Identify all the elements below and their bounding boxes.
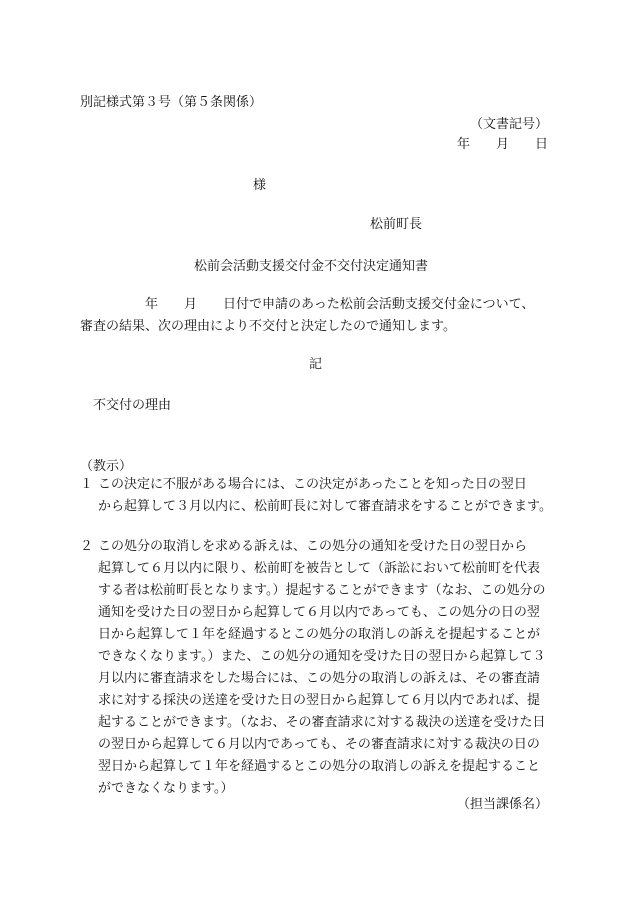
- item-line: する者は松前町長となります。）提起することができます（なお、この処分の: [98, 583, 546, 598]
- item-line: 月以内に審査請求をした場合には、この処分の取消しの訴えは、その審査請: [98, 671, 541, 686]
- doc-number: （文書記号）: [469, 117, 548, 132]
- intro-line: 年 月 日付で申請のあった松前会活動支援交付金について、: [80, 297, 535, 312]
- item-line: この決定に不服がある場合には、この決定があったことを知った日の翌日: [98, 477, 527, 492]
- item-line: から起算して３月以内に、松前町長に対して審査請求をすることができます。: [98, 499, 552, 514]
- item-number: ２: [80, 539, 94, 554]
- addressee-suffix: 様: [253, 178, 267, 193]
- instruction-item-2: [80, 536, 552, 800]
- item-line: 日から起算して１年を経過するとこの処分の取消しの訴えを提起することが: [98, 627, 541, 642]
- instruction-heading: （教示）: [80, 459, 133, 474]
- intro-line: 審査の結果、次の理由により不交付と決定したので通知します。: [80, 319, 456, 334]
- intro-paragraph: [80, 294, 552, 338]
- date-line: 年 月 日: [456, 137, 548, 152]
- sender-name: 松前町長: [370, 217, 423, 232]
- item-line: の翌日から起算して６月以内であっても、その審査請求に対する裁決の日の: [98, 737, 540, 752]
- item-line: できなくなります。）また、この処分の通知を受けた日の翌日から起算して３: [98, 649, 546, 664]
- document-title: 松前会活動支援交付金不交付決定通知書: [194, 259, 429, 274]
- item-line: 求に対する採決の送達を受けた日の翌日から起算して６月以内であれば、提: [98, 693, 541, 708]
- contact-section: （担当課係名）: [456, 797, 548, 812]
- reason-label: 不交付の理由: [93, 398, 172, 413]
- item-line: 起することができます。（なお、その審査請求に対する裁決の送達を受けた日: [98, 715, 546, 730]
- item-line: この処分の取消しを求める訴えは、この処分の通知を受けた日の翌日から: [98, 539, 528, 554]
- ki-heading: 記: [309, 357, 323, 372]
- instruction-item-1: [80, 474, 552, 518]
- item-line: 起算して６月以内に限り、松前町を被告として（訴訟において松前町を代表: [98, 561, 541, 576]
- form-label: 別記様式第３号（第５条関係）: [80, 95, 263, 110]
- item-line: 翌日から起算して１年を経過するとこの処分の取消しの訴えを提起すること: [98, 759, 541, 774]
- item-line: 通知を受けた日の翌日から起算して６月以内であっても、この処分の日の翌: [98, 605, 540, 620]
- item-number: １: [80, 477, 94, 492]
- item-line: ができなくなります。）: [98, 781, 234, 796]
